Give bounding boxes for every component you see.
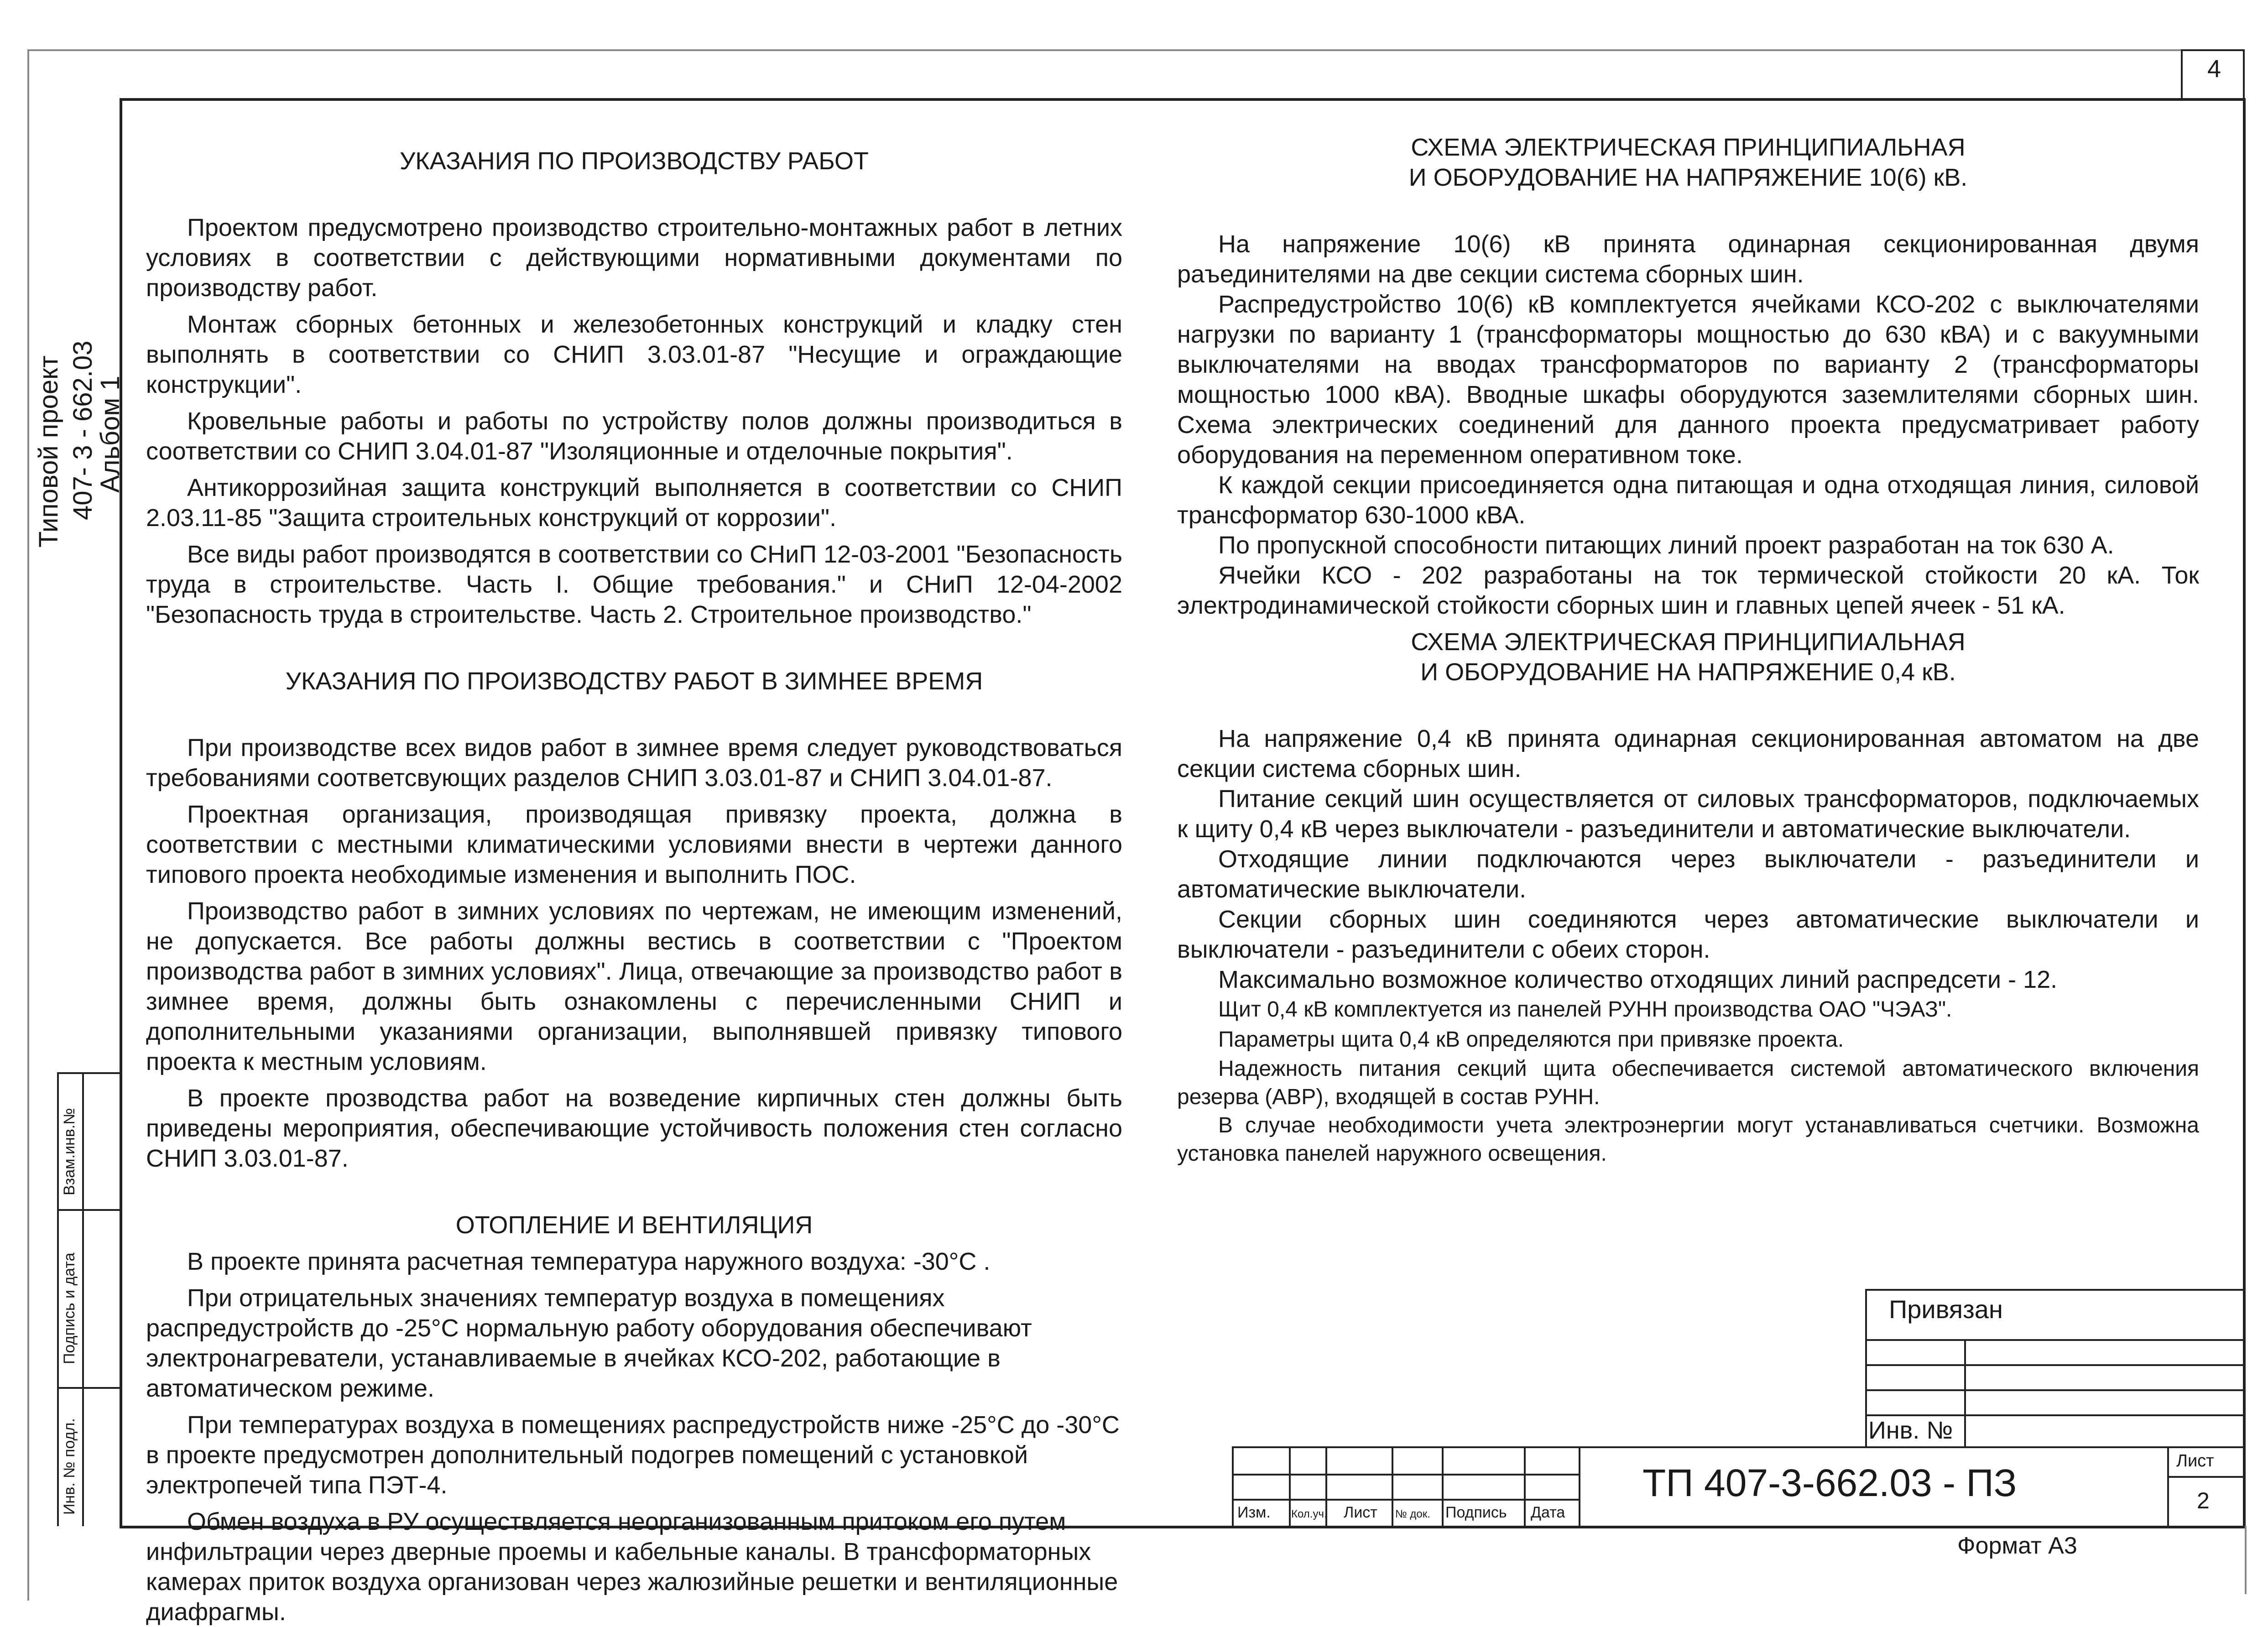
privyazan-row3 <box>1865 1389 2245 1391</box>
page-number: 4 <box>2207 55 2221 83</box>
paragraph: По пропускной способности питающих линий проект разработан на ток 630 А. <box>1218 532 2114 559</box>
paragraph: Производство работ в зимних условиях по чертежам, не имеющим изменений, не допускается. Все работы должны вестись в соответствии с "Проектом производства работ в зимних условиях". Лица, отвечающие за производство работ в зимнее время, должны быть ознакомлены с перечисленными СНИП и дополнительными указаниями организации, выполнявшей привязку типового проекта к местным условиям. <box>146 897 1122 1075</box>
side-label-vzam: Взам.инв.№ <box>61 1108 78 1195</box>
heading-scheme-04kv-line1: СХЕМА ЭЛЕКТРИЧЕСКАЯ ПРИНЦИПИАЛЬНАЯ <box>1411 628 1966 656</box>
stamp-row-a <box>1232 1474 1579 1476</box>
paragraph: При производстве всех видов работ в зимнее время следует руководствоваться требованиями соответсвующих разделов СНИП 3.03.01-87 и СНИП 3.04.01-87. <box>146 734 1122 792</box>
stamp-top <box>1232 1446 2245 1448</box>
privyazan-row2 <box>1865 1364 2245 1366</box>
stamp-col3 <box>1392 1446 1393 1526</box>
paragraph: На напряжение 10(6) кВ принята одинарная секционированная двумя раъединителями на две секции система сборных шин. <box>1177 230 2199 288</box>
format-label: Формат А3 <box>1957 1533 2077 1559</box>
sheet-label: Лист <box>2176 1451 2214 1471</box>
side-label-project: Типовой проект <box>34 355 63 548</box>
privyazan-row4 <box>1865 1414 2245 1416</box>
side-label-album: Альбом 1 <box>95 375 125 493</box>
side-label-podpis: Подпись и дата <box>61 1252 78 1364</box>
page-number-box-right <box>2243 49 2245 99</box>
paragraph: Кровельные работы и работы по устройству полов должны производиться в соответствии со СНИП 3.04.01-87 "Изоляционные и отделочные покрытия". <box>146 407 1122 465</box>
frame-left-border <box>120 98 122 1528</box>
paragraph: Надежность питания секций щита обеспечивается системой автоматического включения резерва (АВР), входящей в состав РУНН. <box>1177 1057 2199 1109</box>
page-number-box-left <box>2181 49 2183 99</box>
sheet-top-edge <box>27 49 2181 51</box>
stamp-col6 <box>1579 1446 1580 1526</box>
frame-right-border <box>2243 98 2246 1528</box>
frame-top-border <box>120 98 2246 101</box>
sheet-right-edge <box>2245 1526 2247 1594</box>
paragraph: Параметры щита 0,4 кВ определяются при привязке проекта. <box>1218 1027 1844 1052</box>
paragraph: Все виды работ производятся в соответствии со СНиП 12-03-2001 "Безопасность труда в строительстве. Часть I. Общие требования." и СНиП 12-04-2002 "Безопасность труда в строительстве. Часть 2. Строительное производство." <box>146 541 1122 628</box>
stamp-sheet-div <box>2167 1476 2245 1478</box>
paragraph: Обмен воздуха в РУ осуществляется неорганизованным притоком его путем инфильтрации через дверные проемы и кабельные каналы. В трансформаторных камерах приток воздуха организован через жалюзийные решетки и вентиляционные диафрагмы. <box>146 1508 1118 1626</box>
side-stamp-div1 <box>57 1209 121 1211</box>
paragraph: При отрицательных значениях температур воздуха в помещениях распредустройств до -25°С нормальную работу оборудования обеспечивают электронагреватели, устанавливаемые в ячейках КСО-202, работающие в автоматическом режиме. <box>146 1284 1032 1402</box>
privyazan-inner-div <box>1964 1339 1966 1446</box>
paragraph: При температурах воздуха в помещениях распредустройств ниже -25°С до -30°С в проекте предусмотрен дополнительный подогрев помещений с установкой электропечей типа ПЭТ-4. <box>146 1411 1120 1499</box>
heading-heating-ventilation: ОТОПЛЕНИЕ И ВЕНТИЛЯЦИЯ <box>455 1211 813 1239</box>
side-stamp-mid <box>82 1072 84 1526</box>
paragraph: В случае необходимости учета электроэнергии могут устанавливаться счетчики. Возможна установка панелей наружного освещения. <box>1177 1113 2199 1166</box>
side-stamp-left <box>57 1072 59 1526</box>
document-designation: ТП 407-3-662.03 - ПЗ <box>1642 1461 2017 1504</box>
paragraph: Ячейки КСО - 202 разработаны на ток термической стойкости 20 кА. Ток электродинамической стойкости сборных шин и главных цепей ячеек - 51 кА. <box>1177 562 2199 619</box>
paragraph: Секции сборных шин соединяются через автоматические выключатели и выключатели - разъединители с обеих сторон. <box>1177 906 2199 963</box>
stamp-col5 <box>1524 1446 1526 1526</box>
paragraph: Распредустройство 10(6) кВ комплектуется ячейками КСО-202 с выключателями нагрузки по варианту 1 (трансформаторы мощностью до 630 кВА) и с вакуумными выключателями на вводах трансформаторов по варианту 2 (трансформаторы мощностью 1000 кВА). Вводные шкафы оборудуются заземлителями сборных шин. Схема электрических соединений для данного проекта предусматривает работу оборудования на переменном оперативном токе. <box>1177 291 2199 469</box>
side-label-number: 407- 3 - 662.03 <box>68 340 98 520</box>
left-column <box>146 146 1122 1627</box>
paragraph: Антикоррозийная защита конструкций выполняется в соответствии со СНИП 2.03.11-85 "Защита строительных конструкций от коррозии". <box>146 474 1122 532</box>
sheet-left-edge <box>27 49 29 1601</box>
paragraph: Отходящие линии подключаются через выключатели - разъединители и автоматические выключатели. <box>1177 845 2199 903</box>
inv-no-label: Инв. № <box>1868 1417 1953 1444</box>
paragraph: Щит 0,4 кВ комплектуется из панелей РУНН производства ОАО "ЧЭАЗ". <box>1218 997 1952 1022</box>
stamp-header-doc: № док. <box>1395 1508 1430 1520</box>
paragraph: В проекте принята расчетная температура наружного воздуха: -30°С . <box>187 1248 991 1275</box>
privyazan-label: Привязан <box>1889 1295 2003 1324</box>
privyazan-left <box>1865 1289 1867 1446</box>
side-stamp-div2 <box>57 1387 121 1389</box>
paragraph: Проектная организация, производящая привязку проекта, должна в соответствии с местными климатическими условиями внести в чертежи данного типового проекта необходимые изменения и выполнить ПОС. <box>146 801 1122 888</box>
heading-winter-works: УКАЗАНИЯ ПО ПРОИЗВОДСТВУ РАБОТ В ЗИМНЕЕ ВРЕМЯ <box>285 667 983 695</box>
heading-scheme-10kv-line1: СХЕМА ЭЛЕКТРИЧЕСКАЯ ПРИНЦИПИАЛЬНАЯ <box>1411 134 1966 161</box>
stamp-col4 <box>1442 1446 1444 1526</box>
paragraph: Питание секций шин осуществляется от силовых трансформаторов, подключаемых к щиту 0,4 кВ через выключатели - разъединители и автоматические выключатели. <box>1177 785 2199 843</box>
side-label-inv: Инв. № подл. <box>61 1418 78 1515</box>
stamp-col-sheet <box>2167 1446 2169 1526</box>
stamp-header-list: Лист <box>1344 1504 1377 1521</box>
stamp-header-kol: Кол.уч. <box>1291 1508 1327 1520</box>
stamp-header-data: Дата <box>1531 1504 1565 1521</box>
privyazan-top <box>1865 1289 2245 1291</box>
paragraph: Максимально возможное количество отходящих линий распредсети - 12. <box>1218 966 2058 993</box>
page-number-box-top <box>2181 49 2245 51</box>
paragraph: Монтаж сборных бетонных и железобетонных конструкций и кладку стен выполнять в соответствии со СНИП 3.03.01-87 "Несущие и ограждающие конструкции". <box>146 311 1122 398</box>
paragraph: В проекте прозводства работ на возведение кирпичных стен должны быть приведены мероприятия, обеспечивающие устойчивость положения стен согласно СНИП 3.03.01-87. <box>146 1085 1122 1172</box>
stamp-left <box>1232 1446 1234 1526</box>
paragraph: На напряжение 0,4 кВ принята одинарная секционированная автоматом на две секции система сборных шин. <box>1177 725 2199 782</box>
right-column <box>1177 132 2199 1168</box>
heading-scheme-10kv-line2: И ОБОРУДОВАНИЕ НА НАПРЯЖЕНИЕ 10(6) кВ. <box>1408 164 1968 191</box>
privyazan-row1 <box>1865 1339 2245 1341</box>
heading-scheme-04kv-line2: И ОБОРУДОВАНИЕ НА НАПРЯЖЕНИЕ 0,4 кВ. <box>1420 658 1956 686</box>
stamp-header-podpis: Подпись <box>1445 1504 1507 1521</box>
sheet-number: 2 <box>2197 1488 2210 1513</box>
stamp-header-izm: Изм. <box>1237 1504 1271 1521</box>
paragraph: К каждой секции присоединяется одна питающая и одна отходящая линия, силовой трансформатор 630-1000 кВА. <box>1177 471 2199 529</box>
paragraph: Проектом предусмотрено производство строительно-монтажных работ в летних условиях в соответствии с действующими нормативными документами по производству работ. <box>146 214 1122 302</box>
side-stamp-top <box>57 1072 121 1074</box>
stamp-col1 <box>1289 1446 1291 1526</box>
heading-work-instructions: УКАЗАНИЯ ПО ПРОИЗВОДСТВУ РАБОТ <box>399 147 869 175</box>
stamp-row-b <box>1232 1499 1579 1501</box>
